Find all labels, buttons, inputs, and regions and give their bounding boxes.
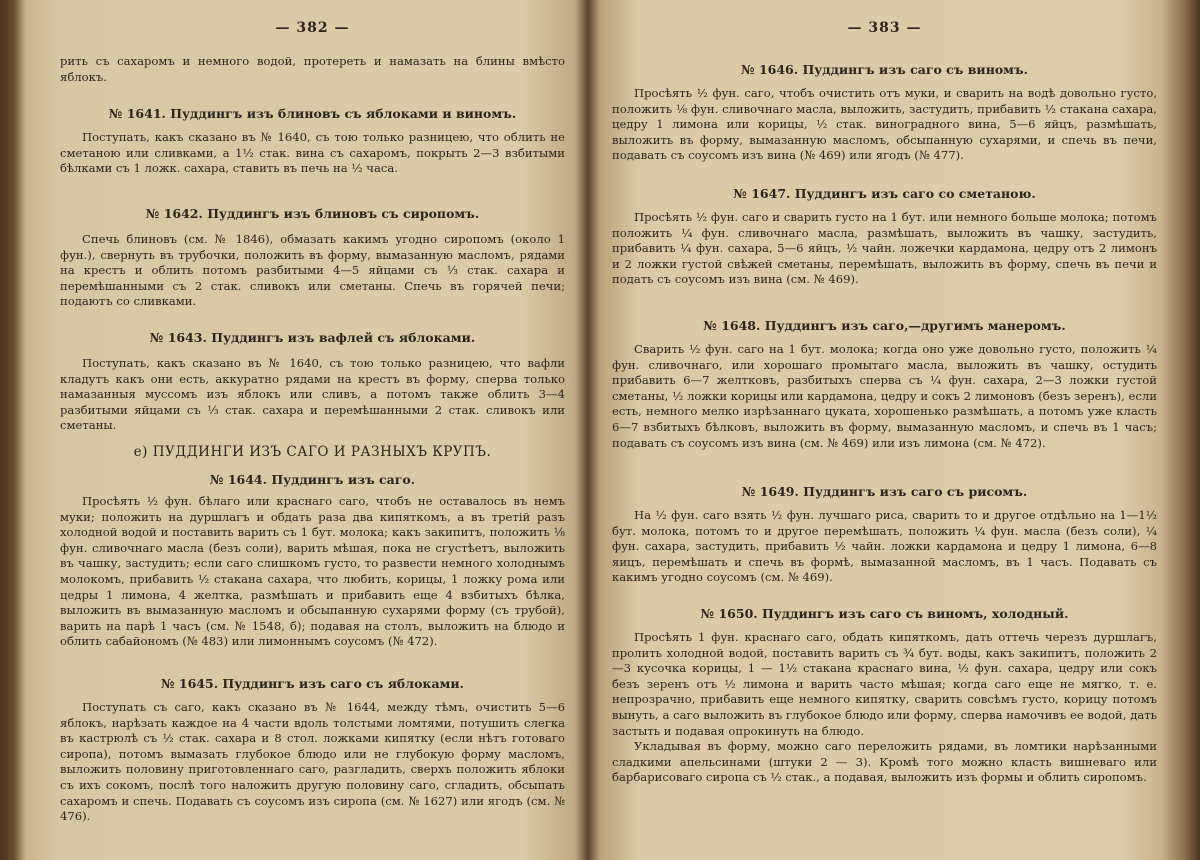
recipe-body-1643 (60, 356, 565, 434)
paragraph: Сварить ½ фун. саго на 1 бут. молока; когда оно уже довольно густо, положить ¼ фун. сливочнаго, или хорошаго промытаго масла, выложить въ чашку, остудить прибавить 6—7 желтковъ, разбитыхъ сперва съ ¼ фун. сахара, 2—3 ложки густой сметаны, ½ ложки корицы или кардамона, цедру и сокъ 2 лимоновъ (безъ зеренъ), если есть, немного мелко изрѣзаннаго цуката, хорошенько размѣшать, а потомъ уже класть 6—7 взбитыхъ бѣлковъ, выложить въ форму, вымазанную масломъ, и спечь въ 1 часъ; подавать съ соусомъ изъ вина (см. № 469) или изъ лимона (см. № 472). (612, 342, 1157, 450)
continued-text (60, 54, 565, 85)
recipe-title-1648: № 1648. Пуддингъ изъ саго,—другимъ манеромъ. (703, 318, 1066, 333)
recipe-title-1641: № 1641. Пуддингъ изъ блиновъ съ яблоками и виномъ. (108, 106, 517, 121)
paragraph: Поступать съ саго, какъ сказано въ № 1644, между тѣмъ, очистить 5—6 яблокъ, нарѣзать каждое на 4 части вдоль толстыми ломтями, потушить слегка въ кастрюлѣ съ ½ стак. сахара и 8 стол. ложками кипятку (если нѣтъ готоваго сиропа), потомъ вымазать глубокое блюдо или не глубокую форму масломъ, выложить половину приготовленнаго саго, разгладить, сверхъ положить яблоки съ ихъ сокомъ, послѣ того наложить другую половину саго, сгладить, обсыпать сахаромъ и спечь. Подавать съ соусомъ изъ сиропа (см. № 1627) или ягодъ (см. № 476). (60, 700, 565, 824)
recipe-body-1647 (612, 210, 1157, 288)
paragraph: Просѣять ½ фун. саго, чтобъ очистить отъ муки, и сварить на водѣ довольно густо, положить ⅛ фун. сливочнаго масла, выложить, застудить, прибавить ½ стакана сахара, цедру 1 лимона или корицы, ½ стак. виноградного вина, 5—6 яйцъ, размѣшать, выложить въ форму, вымазанную масломъ, обсыпанную сухарями, и спечь въ печи, подавать съ соусомъ изъ вина (№ 469) или ягодъ (№ 477). (612, 86, 1157, 163)
paragraph: Просѣять ½ фун. саго и сварить густо на 1 бут. или немного больше молока; потомъ положить ¼ фун. сливочнаго масла, размѣшать, выложить въ чашку, застудить, прибавить ¼ фун. сахара, 5—6 яйцъ, ½ чайн. ложечки кардамона, цедру отъ 2 лимонъ и 2 ложки густой свѣжей сметаны, перемѣшать, выложить въ форму, спечь въ печи и подать съ соусомъ изъ вина (см. № 469). (612, 210, 1157, 287)
paragraph: Просѣять ½ фун. бѣлаго или краснаго саго, чтобъ не оставалось въ немъ муки; положить на дуршлагъ и обдать раза два кипяткомъ, а въ третій разъ холодной водой и поставить варить съ 1 бут. молока; какъ закипитъ, положить ⅛ фун. сливочнаго масла (безъ соли), варить мѣшая, пока не сгустѣетъ, выложить въ чашку, застудить; если саго слишкомъ густо, то развести немного холоднымъ молокомъ, прибавить ½ стакана сахара, что любить, корицы, 1 ложку рома или цедры 1 лимона, 4 желтка, размѣшать и прибавить еще 4 взбитыхъ бѣлка, выложить въ вымазанную масломъ и обсыпанную сухарями форму (съ трубой), варить на парѣ 1 часъ (см. № 1548, б); подавая на столъ, выложить на блюдо и облить сабайономъ (№ 483) или лимоннымъ соусомъ (№ 472). (60, 494, 565, 649)
paragraph: Поступать, какъ сказано въ № 1640, съ тою только разницею, что облить не сметаною или сливками, а 1½ стак. вина съ сахаромъ, покрыть 2—3 взбитыми бѣлками съ 1 ложк. сахара, ставить въ печь на ½ часа. (60, 130, 565, 176)
recipe-title-1645: № 1645. Пуддингъ изъ саго съ яблоками. (160, 676, 465, 691)
paragraph: На ½ фун. саго взять ½ фун. лучшаго риса, сварить то и другое отдѣльно на 1—1½ бут. молока, потомъ то и другое перемѣшать, положить ¼ фун. масла (безъ соли), ¼ фун. сахара, застудить, прибавить ½ чайн. ложки кардамона и цедру 1 лимона, 6—8 яицъ, перемѣшать и спечь въ формѣ, вымазанной масломъ, въ 1 часъ. Подавать съ какимъ угодно соусомъ (см. № 469). (612, 508, 1157, 585)
right-page (612, 0, 1157, 860)
recipe-title-1649: № 1649. Пуддингъ изъ саго съ рисомъ. (741, 484, 1028, 499)
section-heading: е) ПУДДИНГИ ИЗЪ САГО И РАЗНЫХЪ КРУПЪ. (133, 444, 492, 460)
recipe-title-1647: № 1647. Пуддингъ изъ саго со сметаною. (733, 186, 1036, 201)
recipe-title-1643: № 1643. Пуддингъ изъ вафлей съ яблоками. (149, 330, 476, 345)
paragraph: Просѣять 1 фун. краснаго саго, обдать кипяткомъ, дать оттечь черезъ дуршлагъ, пролить холодной водой, поставить варить съ ¾ бут. воды, какъ закипитъ, положить 2—3 кусочка корицы, 1 — 1½ стакана краснаго вина, ½ фун. сахара, цедру или сокъ безъ зеренъ отъ ½ лимона и варить часто мѣшая; когда саго еще не мягко, т. е. непрозрачно, прибавить еще немного кипятку, сварить совсѣмъ густо, корицу потомъ вынуть, а саго выложить въ глубокое блюдо или форму, сперва намочивъ ее водой, дать застыть и подавая опрокинуть на блюдо. (612, 630, 1157, 738)
recipe-body-1644 (60, 494, 565, 650)
recipe-body-1650 (612, 630, 1157, 786)
paragraph: рить съ сахаромъ и немного водой, протереть и намазать на блины вмѣсто яблокъ. (60, 54, 565, 84)
paragraph: Поступать, какъ сказано въ № 1640, съ тою только разницею, что вафли кладутъ какъ они есть, аккуратно рядами на крестъ въ форму, сперва только намазанныя муссомъ изъ яблокъ или сливъ, а потомъ также облить 3—4 разбитыми яйцами съ ⅓ стак. сахара и перемѣшанными 2 стак. сливокъ или сметаны. (60, 356, 565, 433)
recipe-body-1641 (60, 130, 565, 177)
recipe-body-1642 (60, 232, 565, 310)
recipe-body-1648 (612, 342, 1157, 451)
page-number-left: — 382 — (275, 20, 350, 36)
paragraph: Спечь блиновъ (см. № 1846), обмазать какимъ угодно сиропомъ (около 1 фун.), свернуть въ трубочки, положить въ форму, вымазанную масломъ, рядами на крестъ и облить потомъ разбитыми 4—5 яйцами съ ⅓ стак. сахара и перемѣшанными съ 2 стак. сливокъ или сметаны. Спечь въ горячей печи; подаютъ со сливками. (60, 232, 565, 309)
recipe-title-1644: № 1644. Пуддингъ изъ саго. (209, 472, 416, 487)
recipe-body-1645 (60, 700, 565, 825)
paragraph: Укладывая въ форму, можно саго переложить рядами, въ ломтики нарѣзанными сладкими апельсинами (штуки 2 — 3). Кромѣ того можно класть вишневаго или барбарисоваго сиропа съ ½ стак., а подавая, выложить изъ формы и облить сиропомъ. (612, 739, 1157, 785)
recipe-title-1642: № 1642. Пуддингъ изъ блиновъ съ сиропомъ. (145, 206, 480, 221)
recipe-title-1646: № 1646. Пуддингъ изъ саго съ виномъ. (741, 62, 1028, 77)
recipe-title-1650: № 1650. Пуддингъ изъ саго съ виномъ, холодный. (700, 606, 1069, 621)
left-page (60, 0, 565, 860)
recipe-body-1649 (612, 508, 1157, 586)
page-number-right: — 383 — (847, 20, 922, 36)
recipe-body-1646 (612, 86, 1157, 164)
